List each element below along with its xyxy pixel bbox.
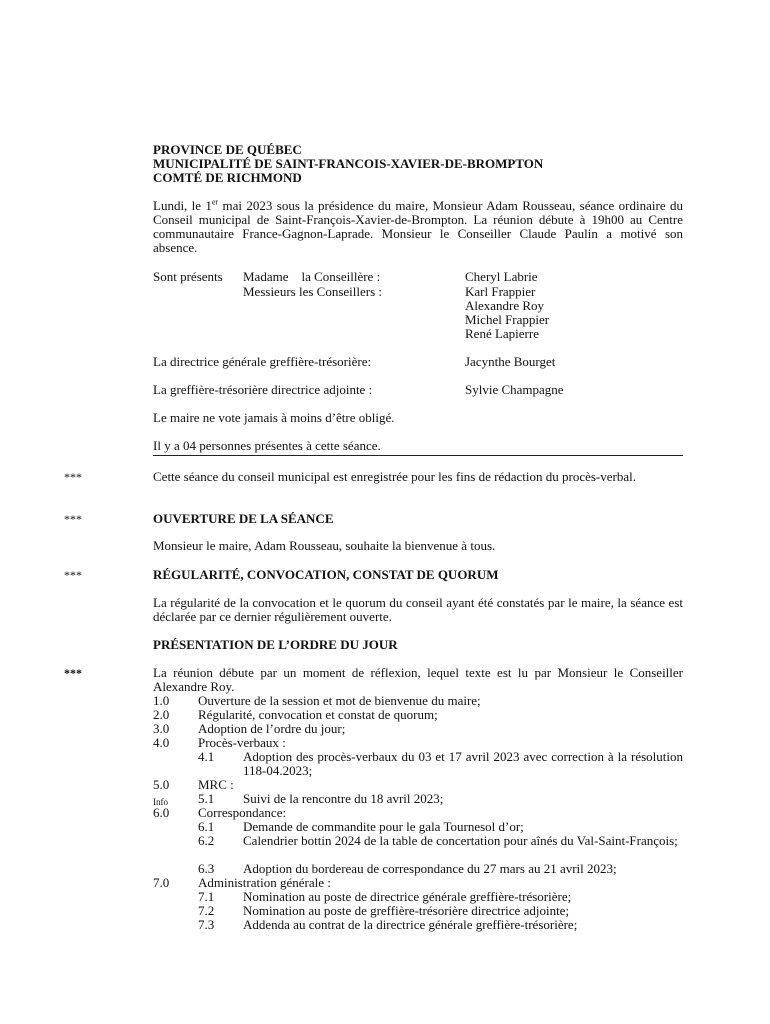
- agenda-item-num: 6.0: [153, 805, 170, 820]
- agenda-item-num: 1.0: [153, 693, 170, 708]
- section-divider: [153, 455, 683, 456]
- adj-name: Sylvie Champagne: [465, 382, 564, 397]
- messieurs-label: Messieurs les Conseillers :: [243, 284, 383, 299]
- margin-marker: ***: [64, 512, 82, 526]
- present-label: Sont présents: [153, 269, 223, 284]
- agenda-item-num: 4.0: [153, 735, 170, 750]
- agenda-subitem-text: Addenda au contrat de la directrice générale greffière-trésorière;: [243, 917, 578, 932]
- agenda-item-num: 5.0: [153, 777, 170, 792]
- margin-marker: ***: [64, 568, 82, 582]
- intro-sup: er: [211, 197, 219, 207]
- mayor-vote-note: Le maire ne vote jamais à moins d’être obligé.: [153, 410, 395, 425]
- agenda-subitem-num: 7.1: [198, 889, 215, 904]
- header-province: PROVINCE DE QUÉBEC: [153, 142, 302, 157]
- agenda-item-text: Adoption de l’ordre du jour;: [198, 721, 346, 736]
- councillor-name: Alexandre Roy: [465, 298, 545, 313]
- header-municipality: MUNICIPALITÉ DE SAINT-FRANCOIS-XAVIER-DE-BROMPTON: [153, 156, 544, 171]
- dg-label: La directrice générale greffière-trésorière:: [153, 354, 372, 369]
- regularity-text: La régularité de la convocation et le quorum du conseil ayant été constatés par le maire, la séance est déclarée par ce dernier régulièrement ouverte.: [153, 595, 683, 624]
- agenda-subitem-text: Calendrier bottin 2024 de la table de concertation pour aînés du Val-Saint-François;: [243, 833, 678, 848]
- agenda-subitem-text: Demande de commandite pour le gala Tournesol d’or;: [243, 819, 524, 834]
- councillor-name: Karl Frappier: [465, 284, 536, 299]
- info-marker: Info: [153, 797, 168, 807]
- agenda-subitem-text: Nomination au poste de greffière-trésorière directrice adjointe;: [243, 903, 570, 918]
- agenda-item-num: 7.0: [153, 875, 170, 890]
- agenda-item-text: Régularité, convocation et constat de quorum;: [198, 707, 438, 722]
- agenda-subitem-num: 6.1: [198, 819, 215, 834]
- agenda-subitem-text: Nomination au poste de directrice générale greffière-trésorière;: [243, 889, 572, 904]
- agenda-subitem-num: 7.2: [198, 903, 215, 918]
- agenda-item-num: 3.0: [153, 721, 170, 736]
- adj-label: La greffière-trésorière directrice adjointe :: [153, 382, 373, 397]
- opening-text: Monsieur le maire, Adam Rousseau, souhaite la bienvenue à tous.: [153, 538, 496, 553]
- margin-marker: ***: [64, 470, 82, 484]
- councillor-name: René Lapierre: [465, 326, 539, 341]
- agenda-subitem-text: Suivi de la rencontre du 18 avril 2023;: [243, 791, 444, 806]
- agenda-subitem-num: 7.3: [198, 917, 215, 932]
- agenda-subitem-text: Adoption des procès-verbaux du 03 et 17 avril 2023 avec correction à la résolution 118-04.2023;: [243, 749, 683, 778]
- agenda-subitem-num: 6.2: [198, 833, 215, 848]
- recording-paragraph: Cette séance du conseil municipal est enregistrée pour les fins de rédaction du procès-verbal.: [153, 469, 636, 484]
- agenda-subitem-num: 5.1: [198, 791, 215, 806]
- intro-day: Lundi, le 1: [153, 198, 212, 213]
- agenda-title: PRÉSENTATION DE L’ORDRE DU JOUR: [153, 637, 398, 652]
- intro-paragraph: [153, 199, 683, 255]
- madame-label: Madame la Conseillère :: [243, 269, 381, 284]
- agenda-subitem-num: 6.3: [198, 861, 215, 876]
- agenda-item-text: Administration générale :: [198, 875, 331, 890]
- agenda-subitem-num: 4.1: [198, 749, 215, 764]
- intro-rest: mai 2023 sous la présidence du maire, Monsieur Adam Rousseau, séance ordinaire du Conseil municipal de Saint-François-Xavier-de-Brompton. La réunion débute à 19h00 au Centre communautaire France-Gagnon-Laprade. Monsieur le Conseiller Claude Paulin a motivé son absence.: [153, 198, 683, 255]
- agenda-item-text: Correspondance:: [198, 805, 287, 820]
- agenda-item-text: Ouverture de la session et mot de bienvenue du maire;: [198, 693, 481, 708]
- agenda-item-text: MRC :: [198, 777, 234, 792]
- header-county: COMTÉ DE RICHMOND: [153, 170, 302, 185]
- margin-marker: ***: [64, 666, 82, 680]
- attendance-count: Il y a 04 personnes présentes à cette séance.: [153, 438, 381, 453]
- agenda-intro: La réunion débute par un moment de réflexion, lequel texte est lu par Monsieur le Conseiller Alexandre Roy.: [153, 665, 683, 694]
- dg-name: Jacynthe Bourget: [465, 354, 556, 369]
- councillor-name: Cheryl Labrie: [465, 269, 538, 284]
- agenda-item-text: Procès-verbaux :: [198, 735, 286, 750]
- councillor-name: Michel Frappier: [465, 312, 550, 327]
- opening-title: OUVERTURE DE LA SÉANCE: [153, 511, 334, 526]
- regularity-title: RÉGULARITÉ, CONVOCATION, CONSTAT DE QUORUM: [153, 567, 499, 582]
- agenda-subitem-text: Adoption du bordereau de correspondance du 27 mars au 21 avril 2023;: [243, 861, 617, 876]
- agenda-item-num: 2.0: [153, 707, 170, 722]
